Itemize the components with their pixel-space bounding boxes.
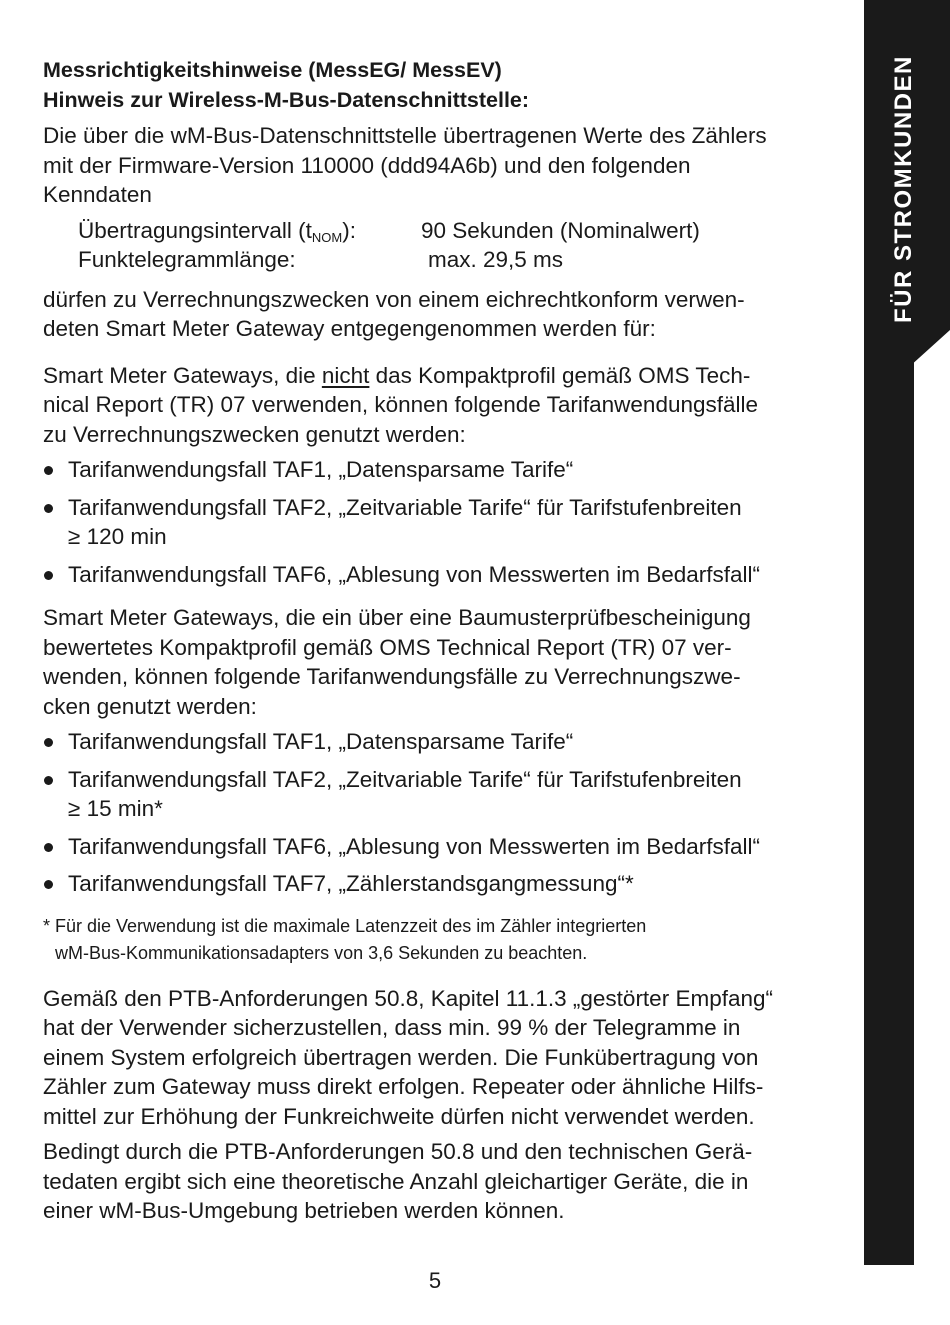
main-content: [43, 56, 843, 1226]
section1-bullets: [43, 455, 843, 589]
spec-key: Übertragungsintervall $(t_{NOM})$:: [78, 217, 356, 245]
section1-line-3: zu Verrechnungszwecken genutzt werden:: [43, 421, 466, 447]
list-item: Tarifanwendungsfall TAF2, „Zeitvariable Tarife“ für Tarifstufenbreiten ≥ 120 min: [43, 493, 843, 552]
underlined-word: nicht: [321, 362, 370, 388]
section-heading: [43, 56, 843, 115]
spec-value: max. 29,5 ms: [428, 247, 564, 272]
heading-line-2: Hinweis zur Wireless-M-Bus-Datenschnittstelle:: [43, 87, 530, 112]
after-specs-paragraph: [43, 285, 843, 344]
section1-paragraph: [43, 361, 843, 450]
list-item: Tarifanwendungsfall TAF1, „Datensparsame Tarife“: [43, 455, 843, 485]
after-specs-line-2: deten Smart Meter Gateway entgegengenommen werden für:: [43, 316, 656, 341]
footnote: [43, 913, 843, 967]
ptb-paragraph-2: [43, 1137, 843, 1226]
list-item: Tarifanwendungsfall TAF2, „Zeitvariable Tarife“ für Tarifstufenbreiten ≥ 15 min*: [43, 765, 843, 824]
intro-line-3: Kenndaten: [43, 182, 152, 207]
after-specs-line-1: dürfen zu Verrechnungszwecken von einem eichrechtkonform verwen-: [43, 286, 745, 312]
section2-paragraph: [43, 603, 843, 721]
bullet-icon: [44, 776, 53, 785]
bullet-icon: [44, 843, 53, 852]
ptb2-line-3: einer wM-Bus-Umgebung betrieben werden können.: [43, 1198, 565, 1223]
side-tab-label-box: [864, 0, 917, 400]
ptb-paragraph-1: [43, 984, 843, 1132]
bullet-icon: [44, 504, 53, 513]
ptb2-line-2: tedaten ergibt sich eine theoretische Anzahl gleichartiger Geräte, die in: [43, 1168, 749, 1194]
footnote-line-1: * Für die Verwendung ist die maximale Latenzzeit des im Zähler integrierten: [43, 915, 647, 936]
list-item: Tarifanwendungsfall TAF6, „Ablesung von Messwerten im Bedarfsfall“: [43, 560, 843, 590]
intro-line-1: Die über die wM-Bus-Datenschnittstelle übertragenen Werte des Zählers: [43, 123, 767, 148]
list-item: Tarifanwendungsfall TAF7, „Zählerstandsgangmessung“*: [43, 869, 843, 899]
section1-line-2: nical Report (TR) 07 verwenden, können folgende Tarifanwendungsfälle: [43, 392, 759, 417]
ptb1-line-4: Zähler zum Gateway muss direkt erfolgen. Repeater oder ähnliche Hilfs-: [43, 1074, 764, 1099]
section1-line-1: Smart Meter Gateways, die nicht das Kompaktprofil gemäß OMS Tech-: [43, 362, 751, 388]
heading-line-1: Messrichtigkeitshinweise (MessEG/ MessEV): [43, 58, 502, 82]
side-tab-label: FÜR STROMKUNDEN: [890, 55, 917, 323]
list-item: Tarifanwendungsfall TAF6, „Ablesung von Messwerten im Bedarfsfall“: [43, 832, 843, 862]
ptb1-line-5: mittel zur Erhöhung der Funkreichweite dürfen nicht verwendet werden.: [43, 1103, 755, 1129]
spec-row: [43, 245, 843, 275]
footnote-line-2: wM-Bus-Kommunikationsadapters von 3,6 Sekunden zu beachten.: [55, 942, 588, 963]
ptb1-line-1: Gemäß den PTB-Anforderungen 50.8, Kapitel 11.1.3 „gestörter Empfang“: [43, 985, 773, 1011]
spec-value: 90 Sekunden (Nominalwert): [421, 217, 700, 243]
ptb2-line-1: Bedingt durch die PTB-Anforderungen 50.8 und den technischen Gerä-: [43, 1139, 753, 1164]
section2-line-3: wenden, können folgende Tarifanwendungsfälle zu Verrechnungszwe-: [43, 664, 741, 689]
intro-line-2: mit der Firmware-Version 110000 (ddd94A6b) und den folgenden: [43, 152, 691, 178]
specs-list: [43, 216, 843, 275]
intro-paragraph: [43, 121, 843, 210]
bullet-icon: [44, 466, 53, 475]
spec-row: [43, 216, 843, 246]
ptb1-line-2: hat der Verwender sicherzustellen, dass min. 99 % der Telegramme in: [43, 1015, 741, 1040]
section2-line-1: Smart Meter Gateways, die ein über eine Baumusterprüfbescheinigung: [43, 605, 751, 630]
bullet-icon: [44, 738, 53, 747]
bullet-icon: [44, 571, 53, 580]
spec-key: Funktelegrammlänge:: [78, 247, 296, 272]
section2-line-2: bewertetes Kompaktprofil gemäß OMS Technical Report (TR) 07 ver-: [43, 634, 732, 660]
section2-bullets: [43, 727, 843, 899]
page-number: 5: [428, 1268, 442, 1293]
ptb1-line-3: einem System erfolgreich übertragen werden. Die Funkübertragung von: [43, 1044, 759, 1070]
bullet-icon: [44, 880, 53, 889]
section2-line-4: cken genutzt werden:: [43, 693, 257, 719]
list-item: Tarifanwendungsfall TAF1, „Datensparsame Tarife“: [43, 727, 843, 757]
